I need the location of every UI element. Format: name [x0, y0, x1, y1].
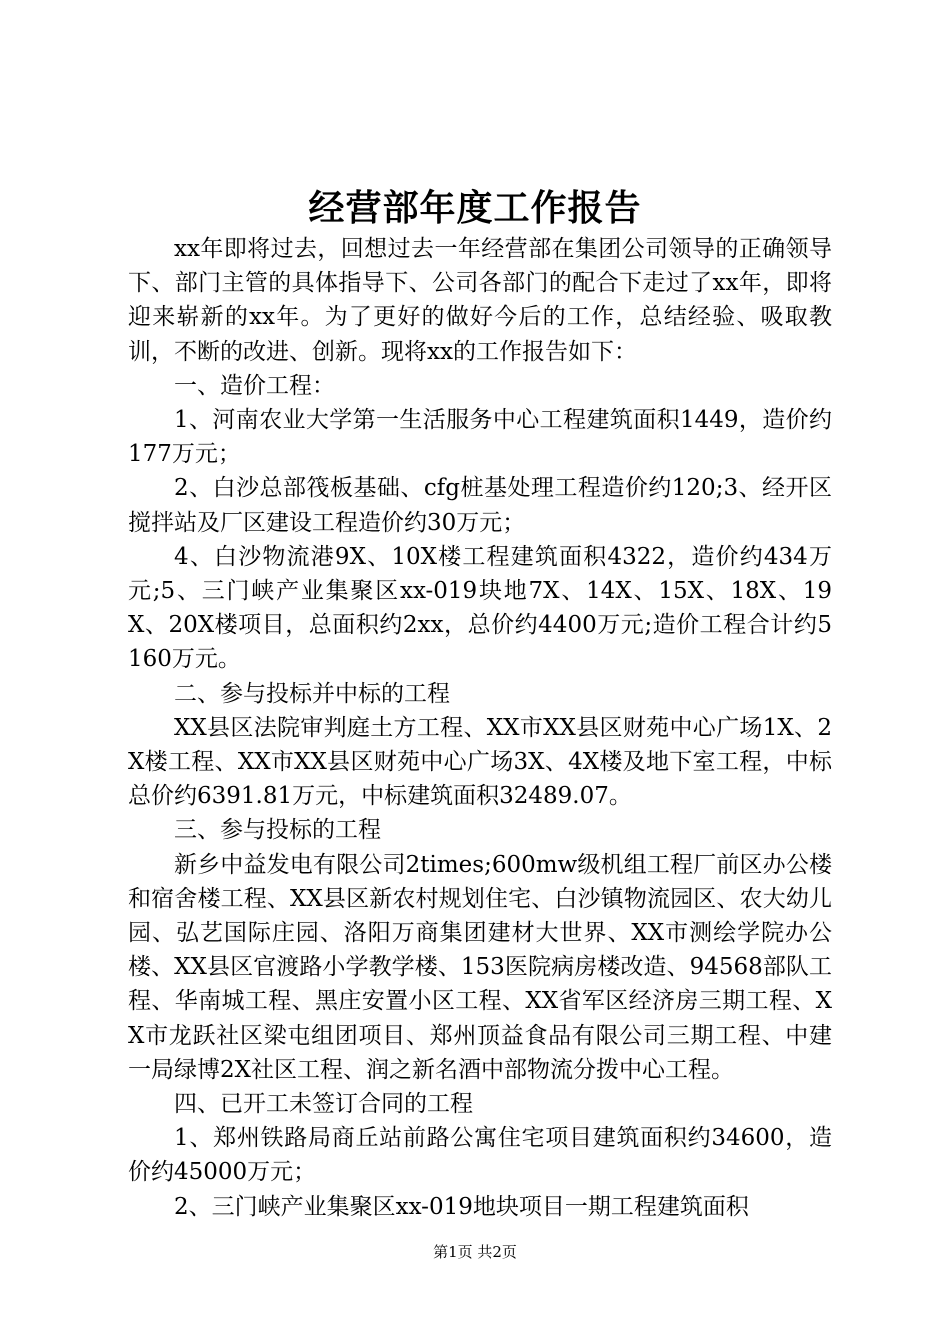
section-heading-bids: 三、参与投标的工程	[174, 817, 381, 844]
document-title: 经营部年度工作报告	[308, 187, 642, 229]
paragraph-item: 2、白沙总部筏板基础、cfg桩基处理工程造价约120;3、经开区搅拌站及厂区建设工程造价约30万元；	[128, 475, 832, 536]
section-heading-pricing: 一、造价工程：	[174, 372, 335, 399]
paragraph-item: 2、三门峡产业集聚区xx-019地块项目一期工程建筑面积	[174, 1193, 749, 1220]
paragraph-item: 1、河南农业大学第一生活服务中心工程建筑面积1449，造价约177万元；	[128, 407, 832, 468]
page-footer: 第1页 共2页	[433, 1243, 517, 1261]
paragraph-item: XX县区法院审判庭土方工程、XX市XX县区财苑中心广场1X、2X楼工程、XX市XX县区财苑中心广场3X、4X楼及地下室工程，中标总价约6391.81万元，中标建筑面积32489.07。	[128, 714, 832, 810]
paragraph-item: 新乡中益发电有限公司2times;600mw级机组工程厂前区办公楼和宿舍楼工程、XX县区新农村规划住宅、白沙镇物流园区、农大幼儿园、弘艺国际庄园、洛阳万商集团建材大世界、XX市测绘学院办公楼、XX县区官渡路小学教学楼、153医院病房楼改造、94568部队工程、华南城工程、黑庄安置小区工程、XX省军区经济房三期工程、XX市龙跃社区梁屯组团项目、郑州顶益食品有限公司三期工程、中建一局绿博2X社区工程、润之新名酒中部物流分拨中心工程。	[128, 851, 832, 1083]
paragraph-item: 4、白沙物流港9X、10X楼工程建筑面积4322，造价约434万元;5、三门峡产业集聚区xx-019块地7X、14X、15X、18X、19X、20X楼项目，总面积约2xx，总价约4400万元;造价工程合计约5160万元。	[128, 543, 832, 673]
section-heading-won-bids: 二、参与投标并中标的工程	[174, 680, 450, 707]
document-body	[128, 232, 832, 1224]
paragraph-intro: xx年即将过去，回想过去一年经营部在集团公司领导的正确领导下、部门主管的具体指导下、公司各部门的配合下走过了xx年，即将迎来崭新的xx年。为了更好的做好今后的工作，总结经验、吸取教训，不断的改进、创新。现将xx的工作报告如下：	[128, 236, 832, 365]
paragraph-item: 1、郑州铁路局商丘站前路公寓住宅项目建筑面积约34600，造价约45000万元；	[128, 1125, 832, 1186]
section-heading-unsigned: 四、已开工未签订合同的工程	[174, 1091, 473, 1118]
